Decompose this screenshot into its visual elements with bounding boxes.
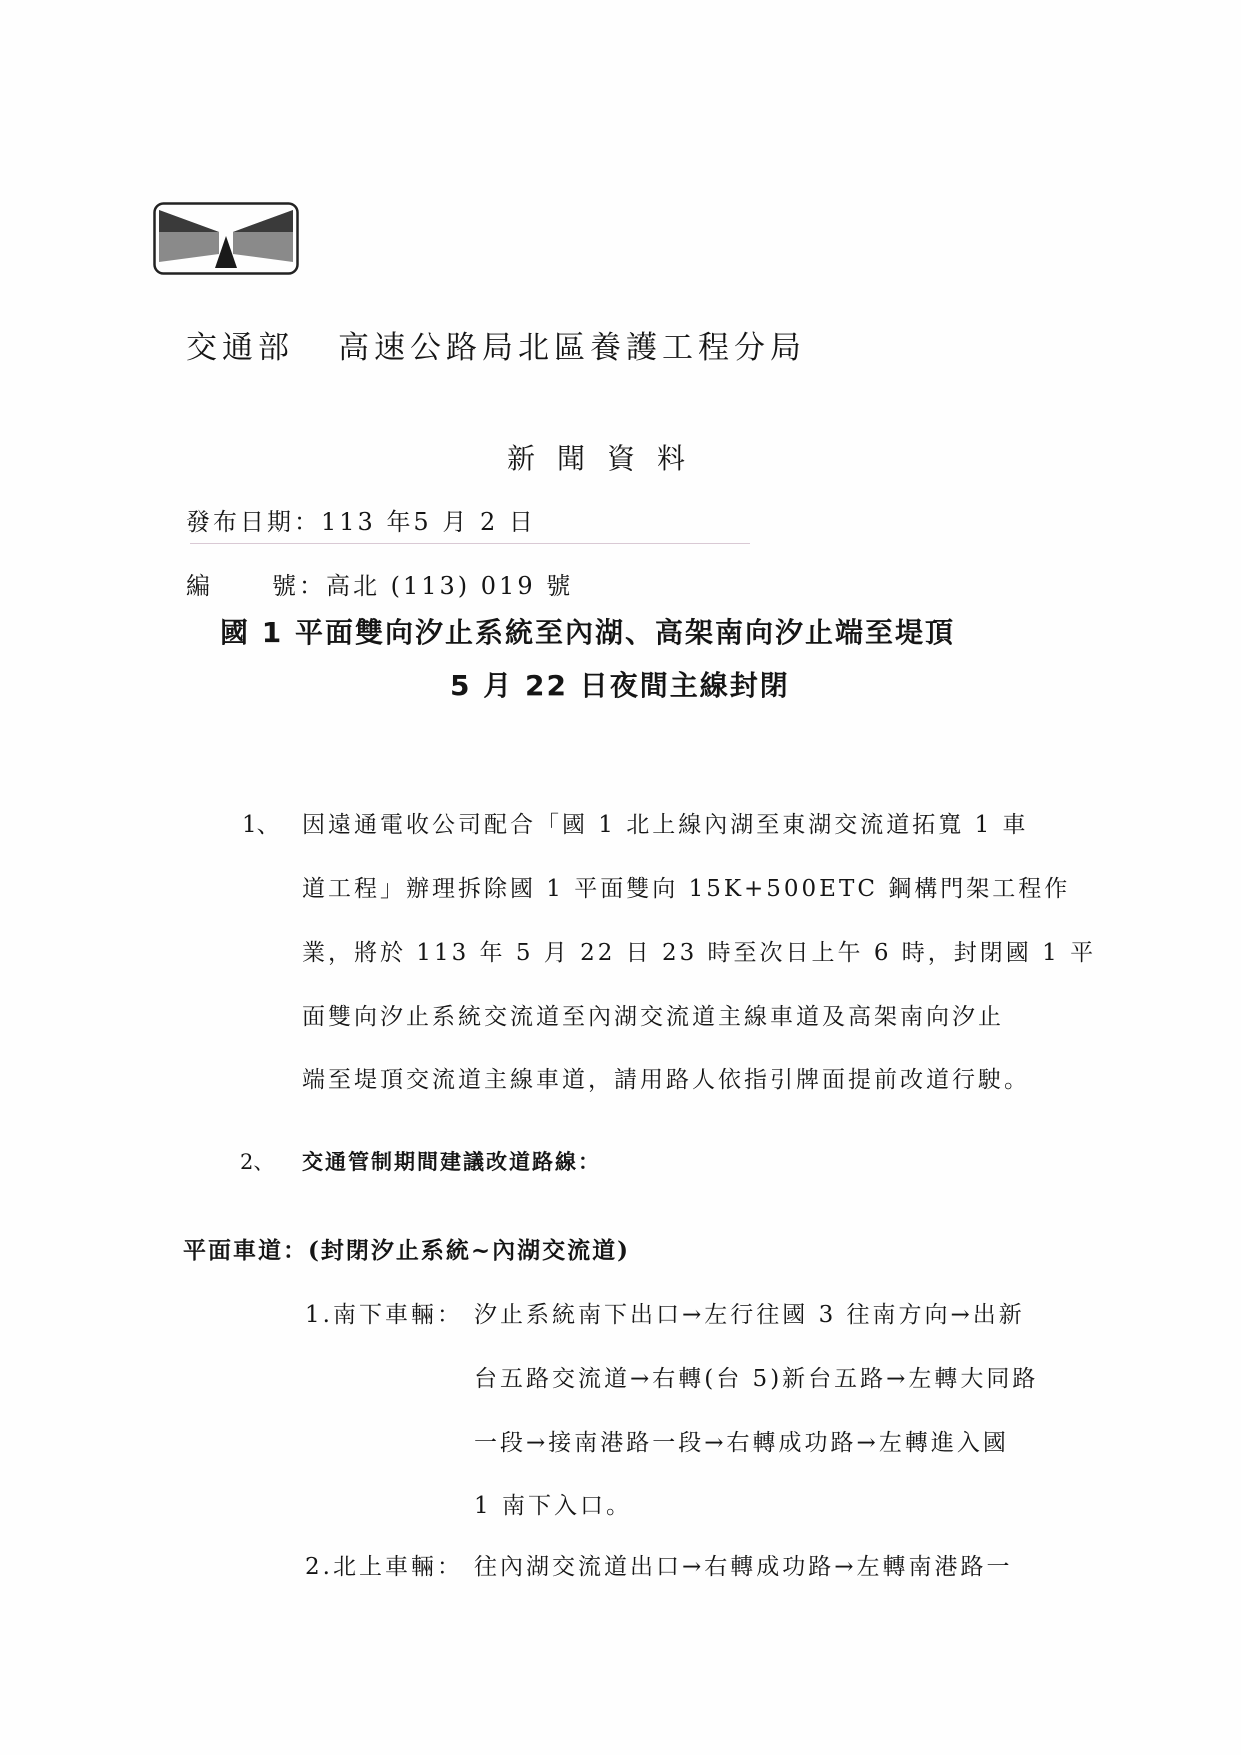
- paragraph-1-line: 端至堤頂交流道主線車道，請用路人依指引牌面提前改道行駛。: [302, 1067, 1030, 1093]
- ministry-name: 交通部: [186, 330, 294, 366]
- section-heading: 平面車道：(封閉汐止系統~內湖交流道): [183, 1237, 631, 1264]
- document-number-label-a: 編: [186, 572, 213, 600]
- route-1-line: 台五路交流道→右轉(台 5)新台五路→左轉大同路: [474, 1366, 1039, 1392]
- paragraph-1-number: 1、: [242, 812, 280, 838]
- route-1-label: 1.南下車輛：: [305, 1302, 463, 1328]
- release-date-label: 發布日期：: [186, 508, 321, 536]
- route-2-line: 往內湖交流道出口→右轉成功路→左轉南港路一: [474, 1554, 1013, 1580]
- logo-emblem-icon: [153, 202, 299, 275]
- agency-name: [186, 322, 806, 367]
- paragraph-1-line: 道工程」辦理拆除國 1 平面雙向 15K+500ETC 鋼構門架工程作: [302, 876, 1071, 902]
- route-1-line: 一段→接南港路一段→右轉成功路→左轉進入國: [474, 1430, 1009, 1456]
- paragraph-1-line: 因遠通電收公司配合「國 1 北上線內湖至東湖交流道拓寬 1 車: [302, 812, 1029, 838]
- paragraph-1-line: 面雙向汐止系統交流道至內湖交流道主線車道及高架南向汐止: [302, 1004, 1004, 1030]
- paragraph-2-number: 2、: [240, 1150, 275, 1174]
- document-number-value: 高北 (113) 019 號: [326, 572, 574, 600]
- headline-line-1: 國 1 平面雙向汐止系統至內湖、高架南向汐止端至堤頂: [220, 616, 955, 649]
- route-2-label: 2.北上車輛：: [305, 1554, 463, 1580]
- headline-line-2: 5 月 22 日夜間主線封閉: [450, 669, 790, 702]
- document-type: 新聞資料: [507, 442, 708, 475]
- paragraph-1-line: 業，將於 113 年 5 月 22 日 23 時至次日上午 6 時，封閉國 1 平: [302, 940, 1097, 966]
- paragraph-2-text: 交通管制期間建議改道路線：: [302, 1149, 601, 1174]
- divider: [190, 543, 750, 544]
- route-1-line: 汐止系統南下出口→左行往國 3 往南方向→出新: [474, 1302, 1025, 1328]
- release-date: [186, 502, 536, 537]
- route-1-line: 1 南下入口。: [474, 1493, 632, 1519]
- document-number-label-b: 號：: [272, 572, 326, 600]
- bureau-name: 高速公路局北區養護工程分局: [338, 330, 806, 366]
- agency-logo: [153, 202, 299, 275]
- release-date-value: 113 年5 月 2 日: [321, 508, 536, 536]
- document-number: [186, 566, 573, 601]
